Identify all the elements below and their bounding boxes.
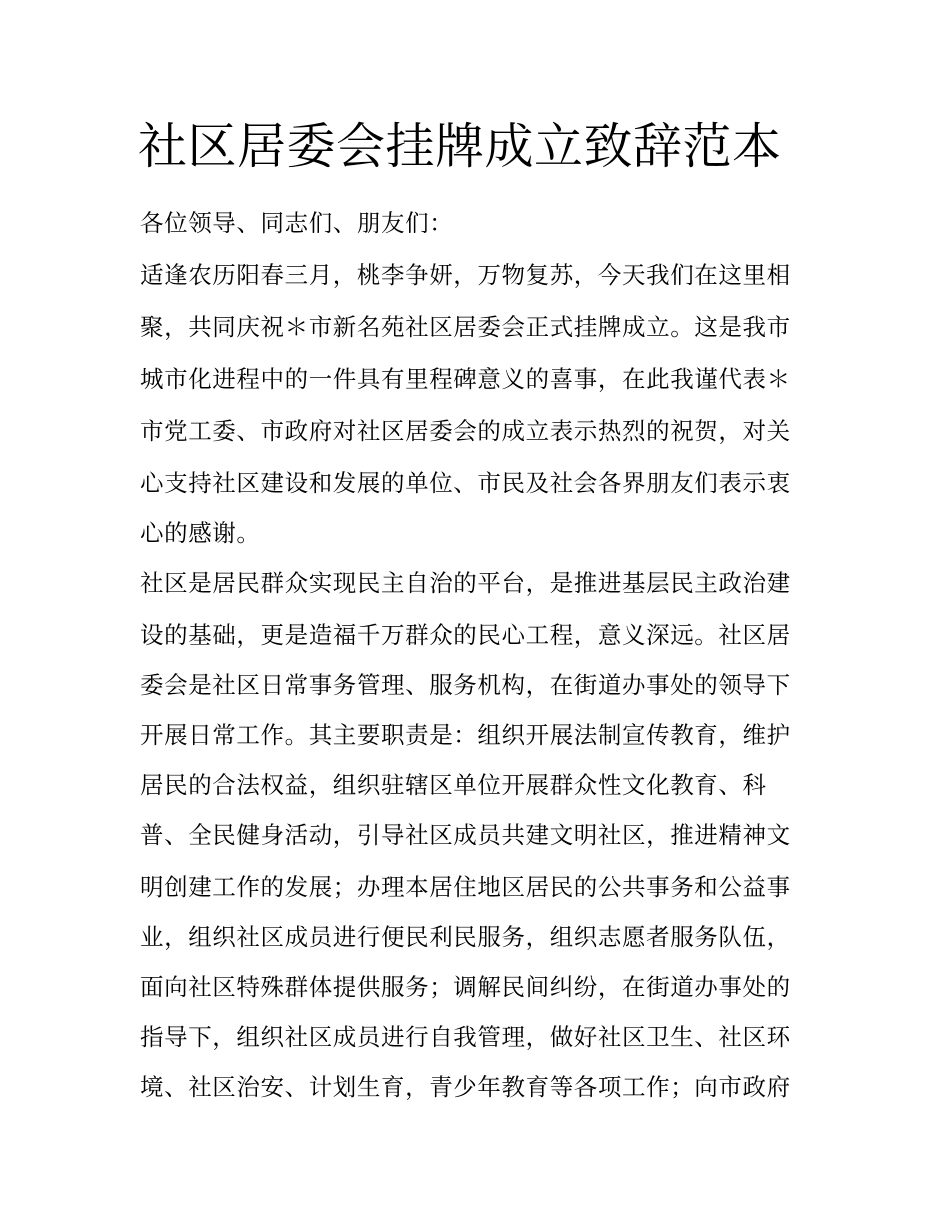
text-line: 适逢农历阳春三月，桃李争妍，万物复苏，今天我们在这里相 [140, 261, 791, 289]
text-line: 居民的合法权益，组织驻辖区单位开展群众性文化教育、科 [140, 771, 767, 799]
text-line: 业，组织社区成员进行便民利民服务，组织志愿者服务队伍， [140, 923, 791, 951]
text-line: 心的感谢。 [140, 519, 261, 547]
text-line: 境、社区治安、计划生育，青少年教育等各项工作；向市政府 [140, 1073, 791, 1101]
text-line: 城市化进程中的一件具有里程碑意义的喜事，在此我谨代表＊ [140, 365, 791, 393]
text-line: 开展日常工作。其主要职责是：组织开展法制宣传教育，维护 [140, 721, 791, 749]
text-line: 委会是社区日常事务管理、服务机构，在街道办事处的领导下 [140, 671, 791, 699]
text-line: 普、全民健身活动，引导社区成员共建文明社区，推进精神文 [140, 821, 791, 849]
text-line: 面向社区特殊群体提供服务；调解民间纠纷，在街道办事处的 [140, 973, 791, 1001]
text-line: 设的基础，更是造福千万群众的民心工程，意义深远。社区居 [140, 621, 791, 649]
salutation-line: 各位领导、同志们、朋友们： [140, 209, 454, 237]
text-line: 市党工委、市政府对社区居委会的成立表示热烈的祝贺，对关 [140, 417, 791, 445]
text-line: 心支持社区建设和发展的单位、市民及社会各界朋友们表示衷 [140, 469, 791, 497]
text-line: 聚，共同庆祝＊市新名苑社区居委会正式挂牌成立。这是我市 [140, 313, 791, 341]
text-line: 指导下，组织社区成员进行自我管理，做好社区卫生、社区环 [140, 1023, 791, 1051]
text-line: 明创建工作的发展；办理本居住地区居民的公共事务和公益事 [140, 873, 791, 901]
text-line: 社区是居民群众实现民主自治的平台，是推进基层民主政治建 [140, 569, 791, 597]
document-title: 社区居委会挂牌成立致辞范本 [138, 118, 782, 175]
